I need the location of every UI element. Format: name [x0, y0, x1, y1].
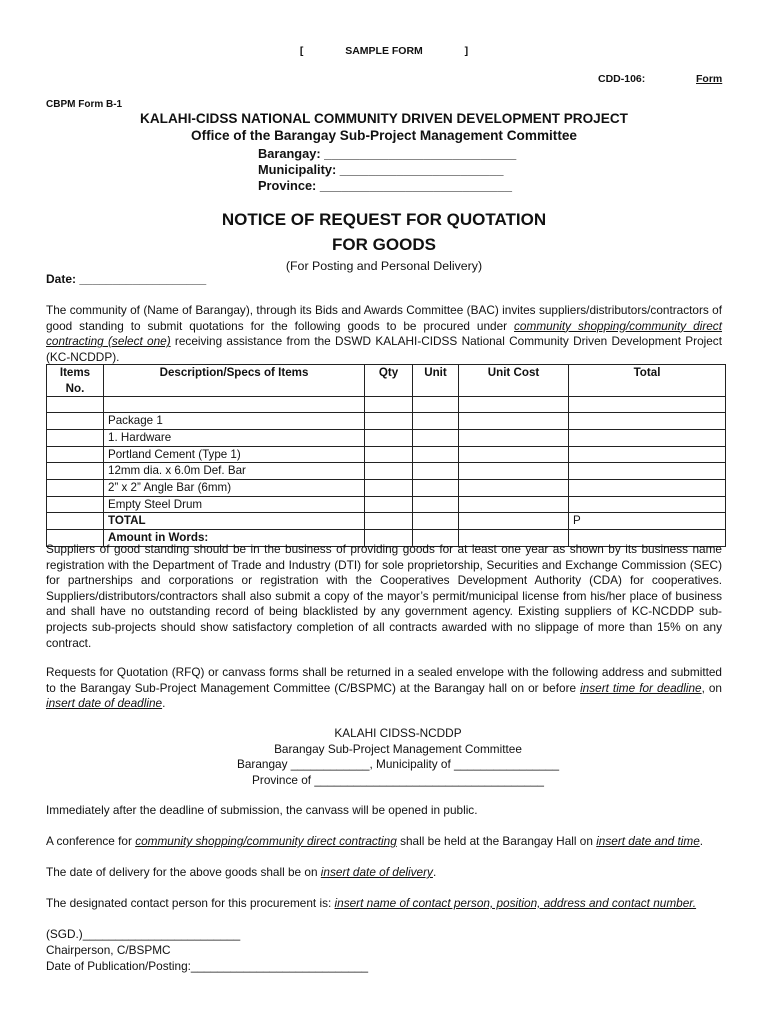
- cdd-code: CDD-106:: [598, 73, 646, 85]
- col-total: Total: [569, 365, 726, 397]
- table-row: 12mm dia. x 6.0m Def. Bar: [47, 463, 726, 480]
- col-unit: Unit: [413, 365, 459, 397]
- address-line-3: Barangay ____________, Municipality of ________________: [236, 757, 560, 771]
- table-row: Empty Steel Drum: [47, 496, 726, 513]
- date-field: Date: ___________________: [46, 272, 207, 286]
- table-row: [47, 397, 726, 413]
- procurement-mode-text: community shopping/community direct contracting (select one): [46, 318, 722, 349]
- total-label: TOTAL: [104, 513, 365, 530]
- delivery-paragraph: The date of delivery for the above goods shall be on insert date of delivery.: [46, 865, 437, 879]
- amount-in-words-label: Amount in Words:: [104, 529, 365, 546]
- notice-subtitle: (For Posting and Personal Delivery): [285, 259, 483, 273]
- address-line-4: Province of ___________________________________: [252, 773, 544, 787]
- total-value: P: [569, 513, 726, 530]
- opening-paragraph: Immediately after the deadline of submission, the canvass will be opened in public.: [46, 803, 478, 817]
- cdd-form-label: Form: [696, 73, 723, 85]
- table-row: Portland Cement (Type 1): [47, 446, 726, 463]
- bracket-close: ]: [464, 45, 469, 57]
- col-items-no: Items No.: [47, 365, 104, 397]
- address-line-1: KALAHI CIDSS-NCDDP: [334, 726, 462, 740]
- notice-title: NOTICE OF REQUEST FOR QUOTATION: [221, 210, 547, 229]
- col-unit-cost: Unit Cost: [459, 365, 569, 397]
- delivery-date-text: insert date of delivery: [320, 865, 433, 879]
- publication-date-field: Date of Publication/Posting:___________________________: [46, 959, 369, 973]
- cbpm-form-code: CBPM Form B-1: [46, 99, 123, 110]
- province-field: Province: ___________________________: [258, 178, 513, 193]
- project-name: KALAHI-CIDSS NATIONAL COMMUNITY DRIVEN DEVELOPMENT PROJECT: [140, 111, 628, 126]
- rfq-paragraph: Requests for Quotation (RFQ) or canvass forms shall be returned in a sealed envelope with the following address and submitted to the Barangay Sub-Project Management Committee (C/BSPMC) at the Barangay hall on or before insert time for deadline, on insert date of deadline.: [46, 665, 722, 711]
- col-description: Description/Specs of Items: [104, 365, 365, 397]
- total-row: [47, 513, 726, 530]
- table-row: 2” x 2” Angle Bar (6mm): [47, 480, 726, 497]
- suppliers-paragraph: Suppliers of good standing should be in the business of providing goods for at least one year as shown by its business name registration with the Department of Trade and Industry (DTI) for sole proprietorship, Securities and Exchange Commission (SEC) for partnerships and corporations or registration with the Cooperatives Development Authority (CDA) for cooperatives. Suppliers/distributors/contractors shall also submit a copy of the mayor’s permit/municipal license from his/her place of business and shall have no outstanding record of being blacklisted by any government agency. Existing suppliers of KC-NCDDP sub-projects sub-projects should show satisfactory completion of all contracts awarded with no slippage of more than 15% on any contract.: [46, 542, 722, 650]
- table-row: 1. Hardware: [47, 430, 726, 447]
- items-table: [46, 364, 726, 547]
- bracket-open: [: [299, 45, 304, 57]
- chairperson-label: Chairperson, C/BSPMC: [46, 943, 171, 957]
- office-name: Office of the Barangay Sub-Project Management Committee: [191, 128, 577, 143]
- deadline-time-text: insert time for deadline: [580, 680, 702, 695]
- table-row: Package 1: [47, 413, 726, 430]
- conference-date-text: insert date and time: [596, 834, 700, 848]
- conference-paragraph: A conference for community shopping/community direct contracting shall be held at the Barangay Hall on insert date and time.: [46, 834, 704, 848]
- deadline-date-text: insert date of deadline: [46, 696, 163, 711]
- sample-form-banner: [0, 44, 768, 58]
- address-line-2: Barangay Sub-Project Management Committee: [274, 742, 522, 756]
- contact-person-text: insert name of contact person, position, address and contact number.: [334, 896, 697, 910]
- municipality-field: Municipality: _______________________: [258, 162, 504, 177]
- table-header-row: [47, 365, 726, 397]
- intro-paragraph: The community of (Name of Barangay), through its Bids and Awards Committee (BAC) invites suppliers/distributors/contractors of good standing to submit quotations for the following goods to be procured under community shopping/community direct contracting (select one) receiving assistance from the DSWD KALAHI-CIDSS National Community Driven Development Project (KC-NCDDP).: [46, 303, 722, 364]
- barangay-field: Barangay: ___________________________: [258, 146, 517, 161]
- signature-line: (SGD.)________________________: [46, 927, 241, 941]
- notice-title-goods: FOR GOODS: [332, 235, 436, 254]
- col-qty: Qty: [365, 365, 413, 397]
- contact-paragraph: The designated contact person for this procurement is: insert name of contact person, position, address and contact number.: [46, 896, 697, 910]
- conference-mode-text: community shopping/community direct contracting: [135, 834, 397, 848]
- sample-form-label: SAMPLE FORM: [345, 45, 423, 57]
